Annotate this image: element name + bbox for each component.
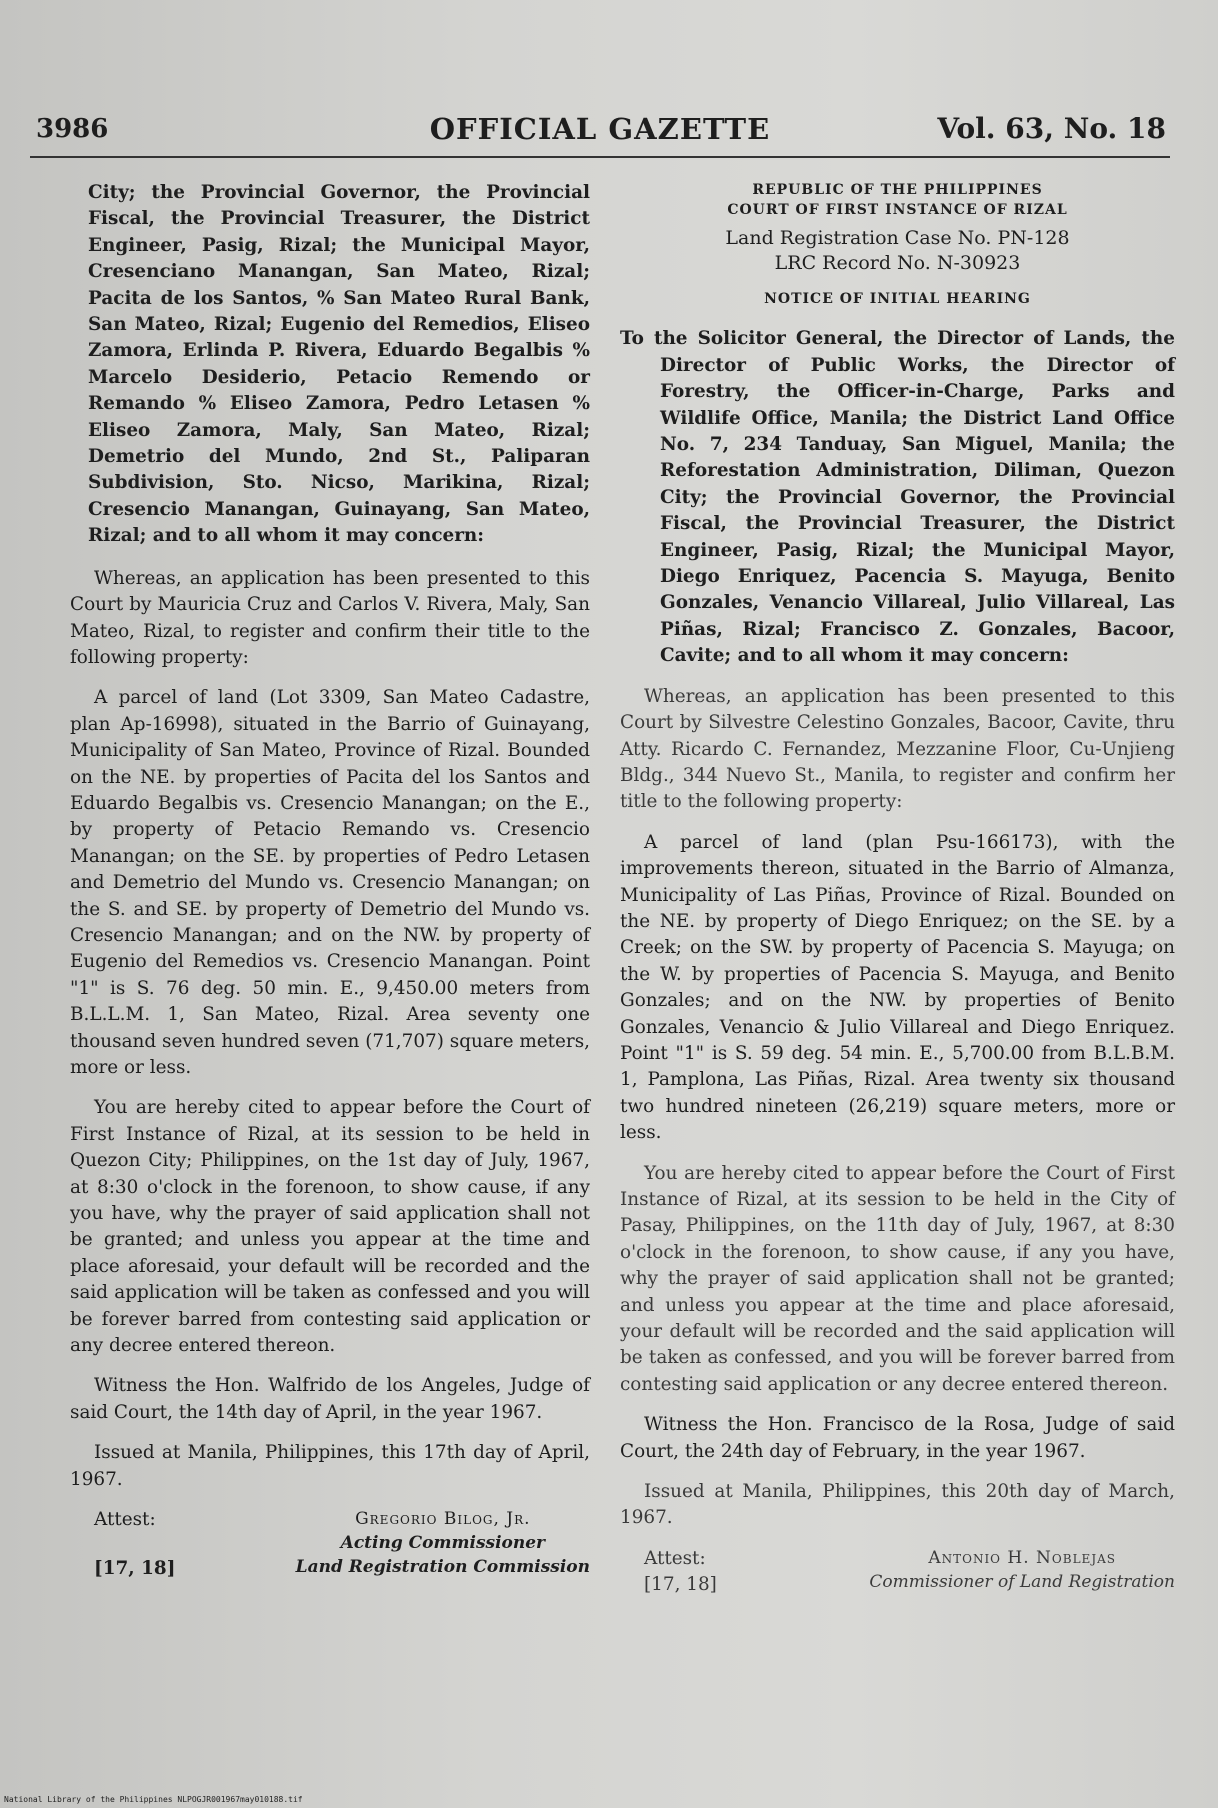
court-heading: COURT OF FIRST INSTANCE OF RIZAL	[727, 202, 1068, 218]
right-whereas: Whereas, an application has been presented to this Court by Silvestre Celestino Gonzales, Bacoor, Cavite, thru Atty. Ricardo C. Fernandez, Mezzanine Floor, Cu-Unjieng Bldg., 344 Nuevo St., Manila, to register and confirm her title to the following property:	[620, 685, 1175, 813]
publication-title: OFFICIAL GAZETTE	[429, 112, 771, 146]
left-signer-title-2: Land Registration Commission	[295, 1557, 590, 1578]
scan-footer: National Library of the Philippines NLPOGJR001967may010188.tif	[4, 1795, 303, 1804]
right-parcel-description: A parcel of land (plan Psu-166173), with the improvements thereon, situated in the Barrio of Almanza, Municipality of Las Piñas, Province of Rizal. Bounded on the NE. by property of Diego Enriquez; on the SE. by a Creek; on the SW. by property of Pacencia S. Mayuga; on the W. by properties of Pacencia S. Mayuga, and Benito Gonzales; and on the NW. by properties of Benito Gonzales, Venancio & Julio Villareal and Diego Enriquez. Point "1" is S. 59 deg. 54 min. E., 5,700.00 from B.L.B.M. 1, Pamplona, Las Piñas, Rizal. Area twenty six thousand two hundred nineteen (26,219) square meters, more or less.	[620, 831, 1175, 1144]
right-cited: You are hereby cited to appear before the Court of First Instance of Rizal, at its session to be held in the City of Pasay, Philippines, on the 11th day of July, 1967, at 8:30 o'clock in the forenoon, to show cause, if any you have, why the prayer of said application shall not be granted; and unless you appear at the time and place aforesaid, your default will be recorded and the said application will be taken as confessed, and you will be forever barred from contesting said application or any decree entered thereon.	[620, 1162, 1175, 1395]
left-addressees: City; the Provincial Governor, the Provincial Fiscal, the Provincial Treasurer, the District Engineer, Pasig, Rizal; the Municipal Mayor, Cresenciano Manangan, San Mateo, Rizal; Pacita de los Santos, % San Mateo Rural Bank, San Mateo, Rizal; Eugenio del Remedios, Eliseo Zamora, Erlinda P. Rivera, Eduardo Begalbis % Marcelo Desiderio, Petacio Remendo or Remando % Eliseo Zamora, Pedro Letasen % Eliseo Zamora, Maly, San Mateo, Rizal; Demetrio del Mundo, 2nd St., Paliparan Subdivision, Sto. Nicso, Marikina, Rizal; Cresencio Manangan, Guinayang, San Mateo, Rizal; and to all whom it may concern:	[88, 182, 590, 547]
left-column	[70, 180, 590, 1582]
left-parcel-description: A parcel of land (Lot 3309, San Mateo Cadastre, plan Ap-16998), situated in the Barrio of Guinayang, Municipality of San Mateo, Province of Rizal. Bounded on the NE. by properties of Pacita del los Santos and Eduardo Begalbis vs. Cresencio Manangan; on the E., by property of Petacio Remando vs. Cresencio Manangan; on the SE. by properties of Pedro Letasen and Demetrio del Mundo vs. Cresencio Manangan; on the S. and SE. by property of Demetrio del Mundo vs. Cresencio Manangan; and on the NW. by property of Eugenio del Remedios vs. Cresencio Manangan. Point "1" is S. 76 deg. 50 min. E., 9,450.00 meters from B.L.L.M. 1, San Mateo, Rizal. Area seventy one thousand seven hundred seven (71,707) square meters, more or less.	[70, 687, 590, 1078]
left-attest-block	[70, 1507, 590, 1582]
case-number: Land Registration Case No. PN-128	[725, 227, 1070, 249]
lrc-record-number: LRC Record No. N-30923	[774, 252, 1021, 274]
notice-heading: NOTICE OF INITIAL HEARING	[764, 291, 1031, 307]
right-column	[620, 180, 1175, 1599]
left-signer-name: Gregorio Bilog, Jr.	[355, 1509, 531, 1530]
right-attest-block	[620, 1546, 1175, 1599]
right-witness: Witness the Hon. Francisco de la Rosa, Judge of said Court, the 24th day of February, in the year 1967.	[620, 1414, 1175, 1462]
right-issue-reference: [17, 18]	[644, 1574, 717, 1596]
right-signature	[869, 1546, 1175, 1599]
left-issued: Issued at Manila, Philippines, this 17th day of April, 1967.	[70, 1442, 590, 1490]
right-attest-label: Attest:	[644, 1547, 706, 1569]
left-issue-reference: [17, 18]	[94, 1557, 176, 1579]
right-addressees: To the Solicitor General, the Director of Lands, the Director of Public Works, the Director of Forestry, the Officer-in-Charge, Parks and Wildlife Office, Manila; the District Land Office No. 7, 234 Tanduay, San Miguel, Manila; the Reforestation Administration, Diliman, Quezon City; the Provincial Governor, the Provincial Fiscal, the Provincial Treasurer, the District Engineer, Pasig, Rizal; the Municipal Mayor, Diego Enriquez, Pacencia S. Mayuga, Benito Gonzales, Venancio Villareal, Julio Villareal, Las Piñas, Rizal; Francisco Z. Gonzales, Bacoor, Cavite; and to all whom it may concern:	[620, 328, 1175, 667]
page-number: 3986	[36, 114, 109, 144]
right-signer-title: Commissioner of Land Registration	[869, 1571, 1175, 1592]
page-header	[30, 108, 1170, 158]
left-attest-label: Attest:	[94, 1509, 156, 1531]
left-witness: Witness the Hon. Walfrido de los Angeles, Judge of said Court, the 14th day of April, in the year 1967.	[70, 1375, 590, 1423]
right-signer-name: Antonio H. Noblejas	[928, 1547, 1117, 1568]
left-cited: You are hereby cited to appear before the Court of First Instance of Rizal, at its session to be held in Quezon City; Philippines, on the 1st day of July, 1967, at 8:30 o'clock in the forenoon, to show cause, if any you have, why the prayer of said application shall not be granted; and unless you appear at the time and place aforesaid, your default will be recorded and the said application will be taken as confessed and you will be forever barred from contesting said application or any decree entered thereon.	[70, 1097, 590, 1357]
volume-number: Vol. 63, No. 18	[937, 112, 1166, 145]
left-signer-title-1: Acting Commissioner	[340, 1533, 546, 1554]
right-issued: Issued at Manila, Philippines, this 20th day of March, 1967.	[620, 1481, 1175, 1529]
republic-heading: REPUBLIC OF THE PHILIPPINES	[752, 182, 1043, 198]
left-signature	[296, 1507, 590, 1582]
left-whereas: Whereas, an application has been presented to this Court by Mauricia Cruz and Carlos V. Rivera, Maly, San Mateo, Rizal, to register and confirm their title to the following property:	[70, 567, 590, 668]
